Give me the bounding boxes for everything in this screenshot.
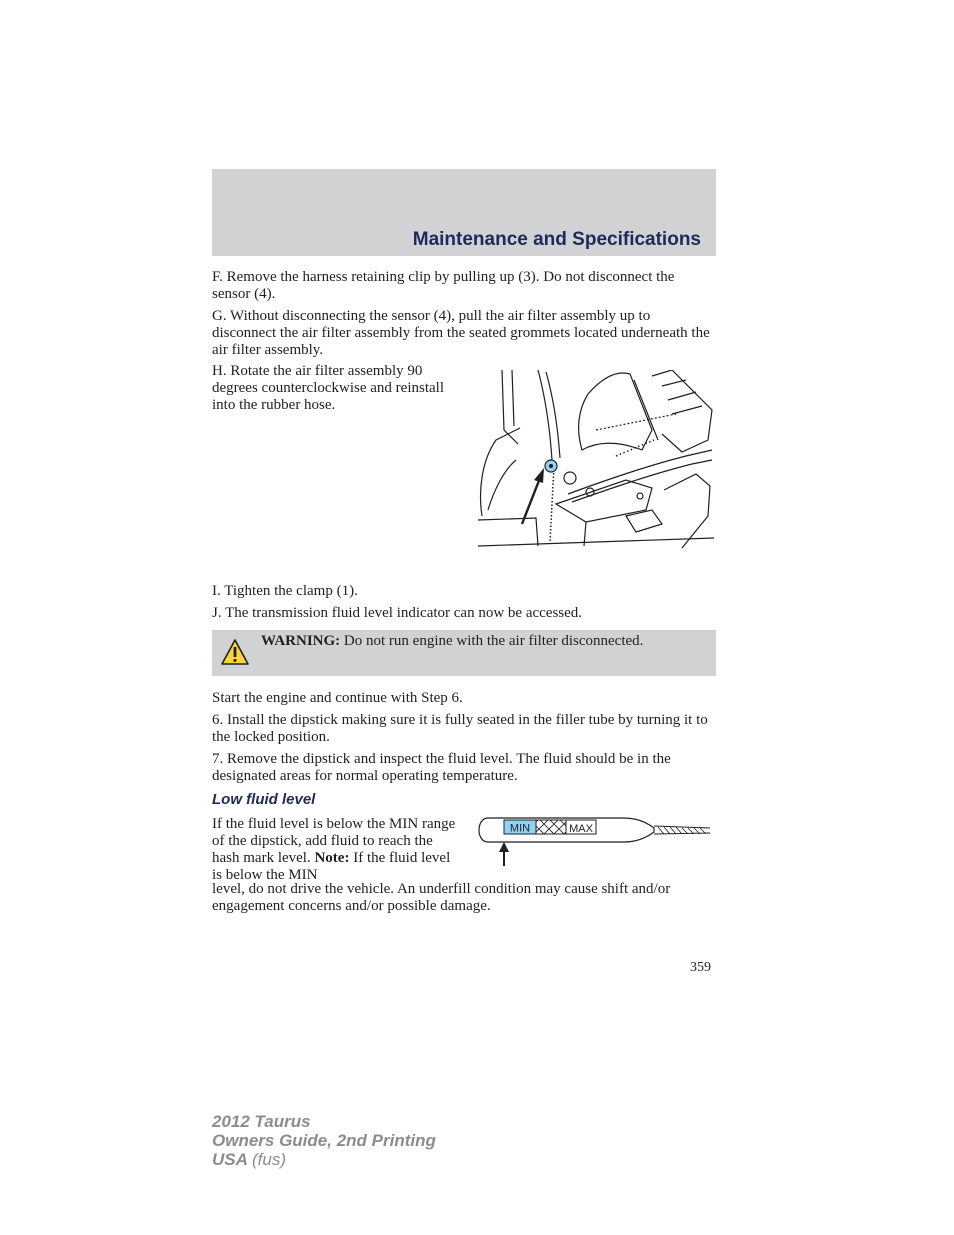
min-label: MIN (509, 822, 531, 835)
step-7: 7. Remove the dipstick and inspect the fluid level. The fluid should be in the designated areas for normal operating temperature. (212, 751, 671, 784)
footer-code: (fus) (252, 1150, 286, 1169)
hash-zone (536, 820, 566, 834)
footer (212, 1112, 436, 1169)
step-i: I. Tighten the clamp (1). (212, 583, 358, 599)
start-engine-text: Start the engine and continue with Step 6. (212, 690, 463, 706)
low-fluid-continuation: level, do not drive the vehicle. An underfill condition may cause shift and/or engagement concerns and/or possible damage. (212, 881, 671, 914)
warning-body: Do not run engine with the air filter disconnected. (340, 633, 644, 649)
step-6: 6. Install the dipstick making sure it is fully seated in the filler tube by turning it to the locked position. (212, 712, 708, 745)
low-fluid-text-b: If the fluid level is below the MIN (212, 850, 451, 883)
footer-line-2: Owners Guide, 2nd Printing (212, 1131, 436, 1150)
low-fluid-text (212, 816, 458, 884)
note-label: Note: (314, 850, 350, 866)
step-f: F. Remove the harness retaining clip by pulling up (3). Do not disconnect the sensor (4). (212, 269, 675, 302)
footer-line-3 (212, 1150, 436, 1169)
step-g: G. Without disconnecting the sensor (4), pull the air filter assembly up to disconnect the air filter assembly from the seated grommets located underneath the air filter assembly. (212, 308, 710, 358)
warning-icon (220, 638, 250, 666)
dipstick-illustration (474, 814, 714, 868)
warning-message (261, 633, 708, 650)
low-fluid-text-a: If the fluid level is below the MIN range of the dipstick, add fluid to reach the hash mark level. (212, 816, 456, 866)
footer-line-1: 2012 Taurus (212, 1112, 311, 1131)
warning-label: WARNING: (261, 633, 341, 649)
low-fluid-heading: Low fluid level (212, 791, 316, 808)
footer-region: USA (212, 1150, 248, 1169)
section-title: Maintenance and Specifications (412, 229, 701, 250)
step-h: H. Rotate the air filter assembly 90 degrees counterclockwise and reinstall into the rubber hose. (212, 363, 444, 413)
step-j: J. The transmission fluid level indicator can now be accessed. (212, 605, 583, 621)
max-label: MAX (569, 823, 593, 835)
air-filter-illustration (476, 370, 716, 552)
section-header (212, 169, 716, 256)
page-number: 359 (690, 960, 711, 975)
warning-box (212, 630, 716, 676)
